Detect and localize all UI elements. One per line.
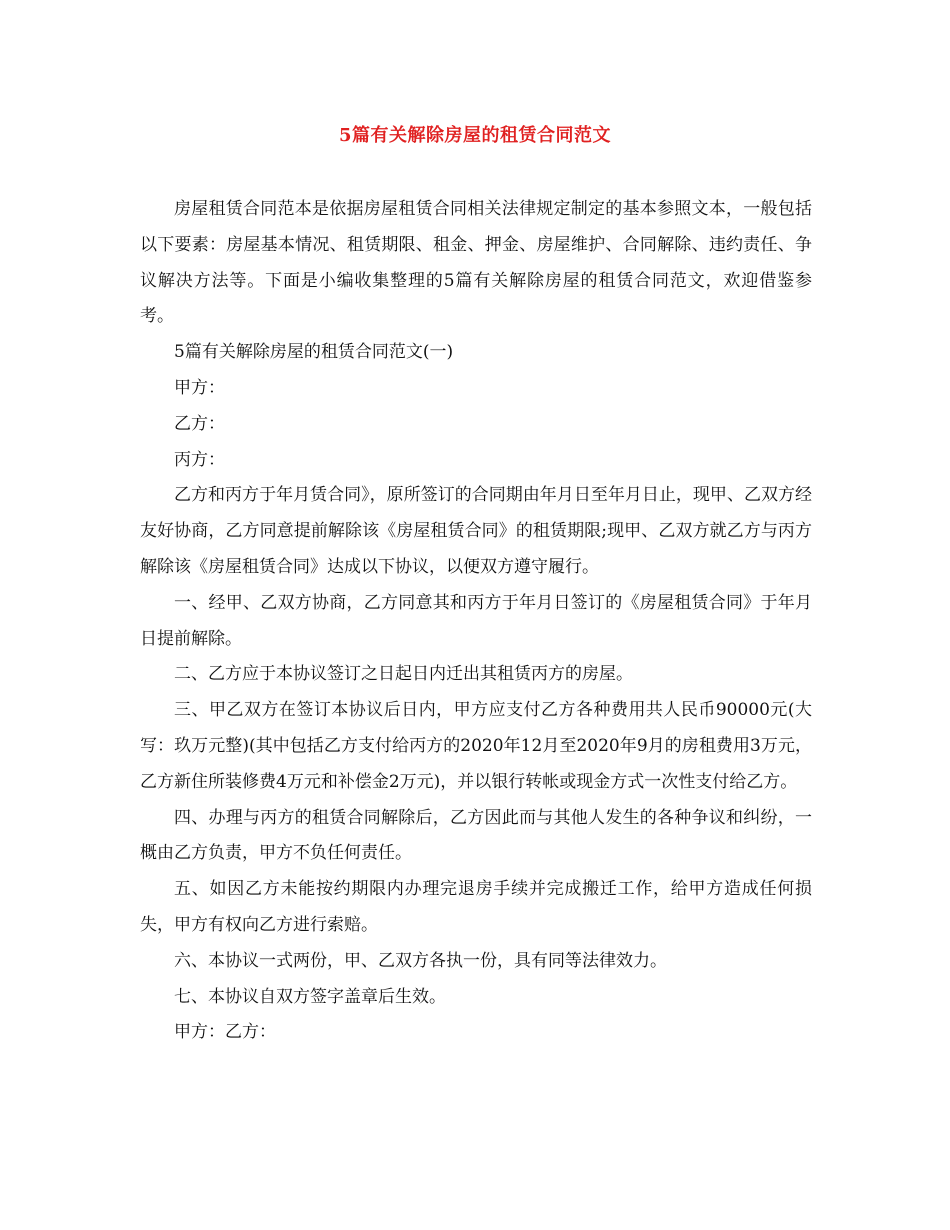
section-heading: 5篇有关解除房屋的租赁合同范文(一) (174, 342, 454, 363)
clause-2: 二、乙方应于本协议签订之日起日内迁出其租赁丙方的房屋。 (174, 664, 633, 685)
document-title: 5篇有关解除房屋的租赁合同范文 (338, 125, 612, 146)
preamble-paragraph: 乙方和丙方于年月赁合同》，原所签订的合同期由年月日至年月日止，现甲、乙双方经友好协商，乙方同意提前解除该《房屋租赁合同》的租赁期限;现甲、乙双方就乙方与丙方解除该《房屋租赁合同》达成以下协议，以便双方遵守履行。 (140, 485, 812, 577)
clause-7: 七、本协议自双方签字盖章后生效。 (174, 986, 446, 1007)
party-c-line: 丙方： (174, 449, 225, 470)
clause-1: 一、经甲、乙双方协商，乙方同意其和丙方于年月日签订的《房屋租赁合同》于年月日提前解除。 (140, 592, 812, 649)
clause-6: 六、本协议一式两份，甲、乙双方各执一份，具有同等法律效力。 (174, 950, 667, 971)
party-b-line: 乙方： (174, 413, 225, 434)
document-body (140, 192, 812, 1051)
clause-5: 五、如因乙方未能按约期限内办理完退房手续并完成搬迁工作，给甲方造成任何损失，甲方有权向乙方进行索赔。 (140, 879, 812, 935)
party-a-line: 甲方： (174, 377, 225, 398)
clause-4: 四、办理与丙方的租赁合同解除后，乙方因此而与其他人发生的各种争议和纠纷，一概由乙方负责，甲方不负任何责任。 (140, 807, 812, 864)
clause-3: 三、甲乙双方在签订本协议后日内，甲方应支付乙方各种费用共人民币90000元(大写：玖万元整)(其中包括乙方支付给丙方的2020年12月至2020年9月的房租费用3万元，乙方新住所装修费4万元和补偿金2万元)，并以银行转帐或现金方式一次性支付给乙方。 (140, 700, 812, 792)
signature-line: 甲方：乙方： (174, 1022, 276, 1043)
intro-paragraph: 房屋租赁合同范本是依据房屋租赁合同相关法律规定制定的基本参照文本，一般包括以下要素：房屋基本情况、租赁期限、租金、押金、房屋维护、合同解除、违约责任、争议解决方法等。下面是小编收集整理的5篇有关解除房屋的租赁合同范文，欢迎借鉴参考。 (140, 199, 812, 327)
